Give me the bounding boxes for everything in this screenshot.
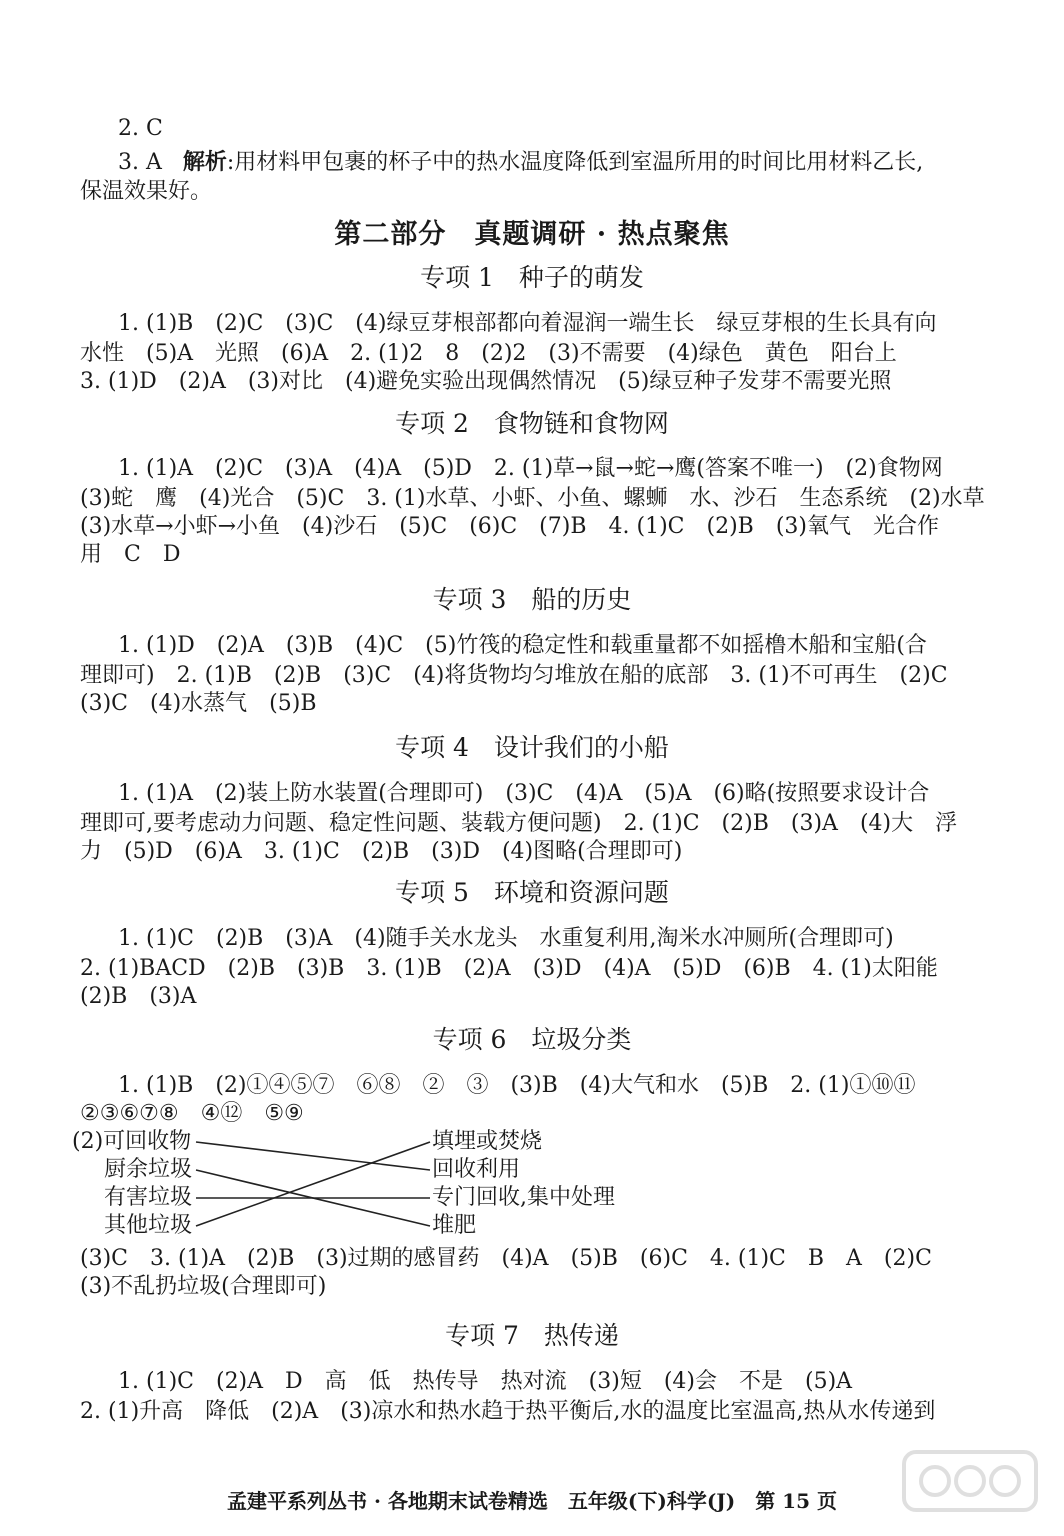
answer-line: 理即可) 2. (1)B (2)B (3)C (4)将货物均匀堆放在船的底部 3. (1)不可再生 (2)C [80,663,948,688]
section-title: 专项 2 食物链和食物网 [395,409,669,438]
watermark-logo [900,1446,1040,1516]
answer-line: 1. (1)A (2)装上防水装置(合理即可) (3)C (4)A (5)A (6)略(按照要求设计合 [118,781,930,806]
match-right-item: 专门回收,集中处理 [432,1185,615,1210]
answer-line: 3. (1)D (2)A (3)对比 (4)避免实验出现偶然情况 (5)绿豆种子发芽不需要光照 [80,369,892,394]
answer-line: 1. (1)B (2)①④⑤⑦ ⑥⑧ ② ③ (3)B (4)大气和水 (5)B 2. (1)①⑩⑪ [118,1073,916,1098]
answer-line: 力 (5)D (6)A 3. (1)C (2)B (3)D (4)图略(合理即可) [80,839,683,864]
section-title: 专项 7 热传递 [445,1321,619,1350]
match-left-item: 有害垃圾 [104,1185,193,1210]
section-title: 专项 6 垃圾分类 [432,1025,632,1054]
match-line [196,1170,430,1226]
analysis-label: 解析 [182,149,227,175]
match-left-item: 厨余垃圾 [104,1157,193,1182]
answer-line: 1. (1)C (2)B (3)A (4)随手关水龙头 水重复利用,淘米水冲厕所(合理即可) [118,926,894,951]
answer-line: 1. (1)D (2)A (3)B (4)C (5)竹筏的稳定性和载重量都不如摇橹木船和宝船(合 [118,633,927,658]
match-line [196,1142,430,1226]
answer-line: 1. (1)C (2)A D 高 低 热传导 热对流 (3)短 (4)会 不是 (5)A [118,1369,853,1394]
answer-line: (3)C (4)水蒸气 (5)B [80,691,317,716]
answer-line: 2. (1)BACD (2)B (3)B 3. (1)B (2)A (3)D (4)A (5)D (6)B 4. (1)太阳能 [80,956,938,981]
section-title: 专项 3 船的历史 [432,585,632,614]
answer-line: 用 C D [80,542,181,567]
answer-line: 1. (1)A (2)C (3)A (4)A (5)D 2. (1)草→鼠→蛇→鹰(答案不唯一) (2)食物网 [118,456,943,481]
answer-line: (3)不乱扔垃圾(合理即可) [80,1274,327,1299]
answer-line: 保温效果好。 [80,179,213,204]
analysis-text: :用材料甲包裹的杯子中的热水温度降低到室温所用的时间比用材料乙长, [226,150,924,175]
section-title: 专项 1 种子的萌发 [420,263,644,292]
answer-line: 理即可,要考虑动力问题、稳定性问题、装载方便问题) 2. (1)C (2)B (3)A (4)大 浮 [80,811,958,836]
answer-line: 水性 (5)A 光照 (6)A 2. (1)2 8 (2)2 (3)不需要 (4)绿色 黄色 阳台上 [80,341,897,366]
match-line [196,1142,430,1170]
match-left-item: 其他垃圾 [104,1213,193,1238]
section-title: 专项 4 设计我们的小船 [395,733,669,762]
answer-number: 3. A [118,150,162,175]
answer-line: 2. (1)升高 降低 (2)A (3)凉水和热水趋于热平衡后,水的温度比室温高,热从水传递到 [80,1399,936,1424]
answer-line: ②③⑥⑦⑧ ④⑫ ⑤⑨ [80,1101,304,1126]
answer-line: (3)蛇 鹰 (4)光合 (5)C 3. (1)水草、小虾、小鱼、螺蛳 水、沙石 生态系统 (2)水草 [80,486,985,511]
answer-line: (2)B (3)A [80,984,197,1009]
match-right-item: 堆肥 [432,1213,477,1238]
match-right-item: 回收利用 [432,1157,521,1182]
match-right-item: 填埋或焚烧 [432,1129,543,1154]
answer-line: 1. (1)B (2)C (3)C (4)绿豆芽根部都向着湿润一端生长 绿豆芽根的生长具有向 [118,311,937,336]
page-footer: 孟建平系列丛书 · 各地期末试卷精选 五年级(下)科学(J) 第 15 页 [227,1489,837,1513]
match-left-item: (2)可回收物 [72,1129,192,1154]
answer-line [118,148,998,177]
answer-line: (3)C 3. (1)A (2)B (3)过期的感冒药 (4)A (5)B (6)C 4. (1)C B A (2)C [80,1246,932,1271]
answer-line: 2. C [118,116,163,141]
section-title: 专项 5 环境和资源问题 [395,878,669,907]
answer-line: (3)水草→小虾→小鱼 (4)沙石 (5)C (6)C (7)B 4. (1)C (2)B (3)氧气 光合作 [80,514,939,539]
part-title: 第二部分 真题调研 · 热点聚焦 [334,219,730,250]
